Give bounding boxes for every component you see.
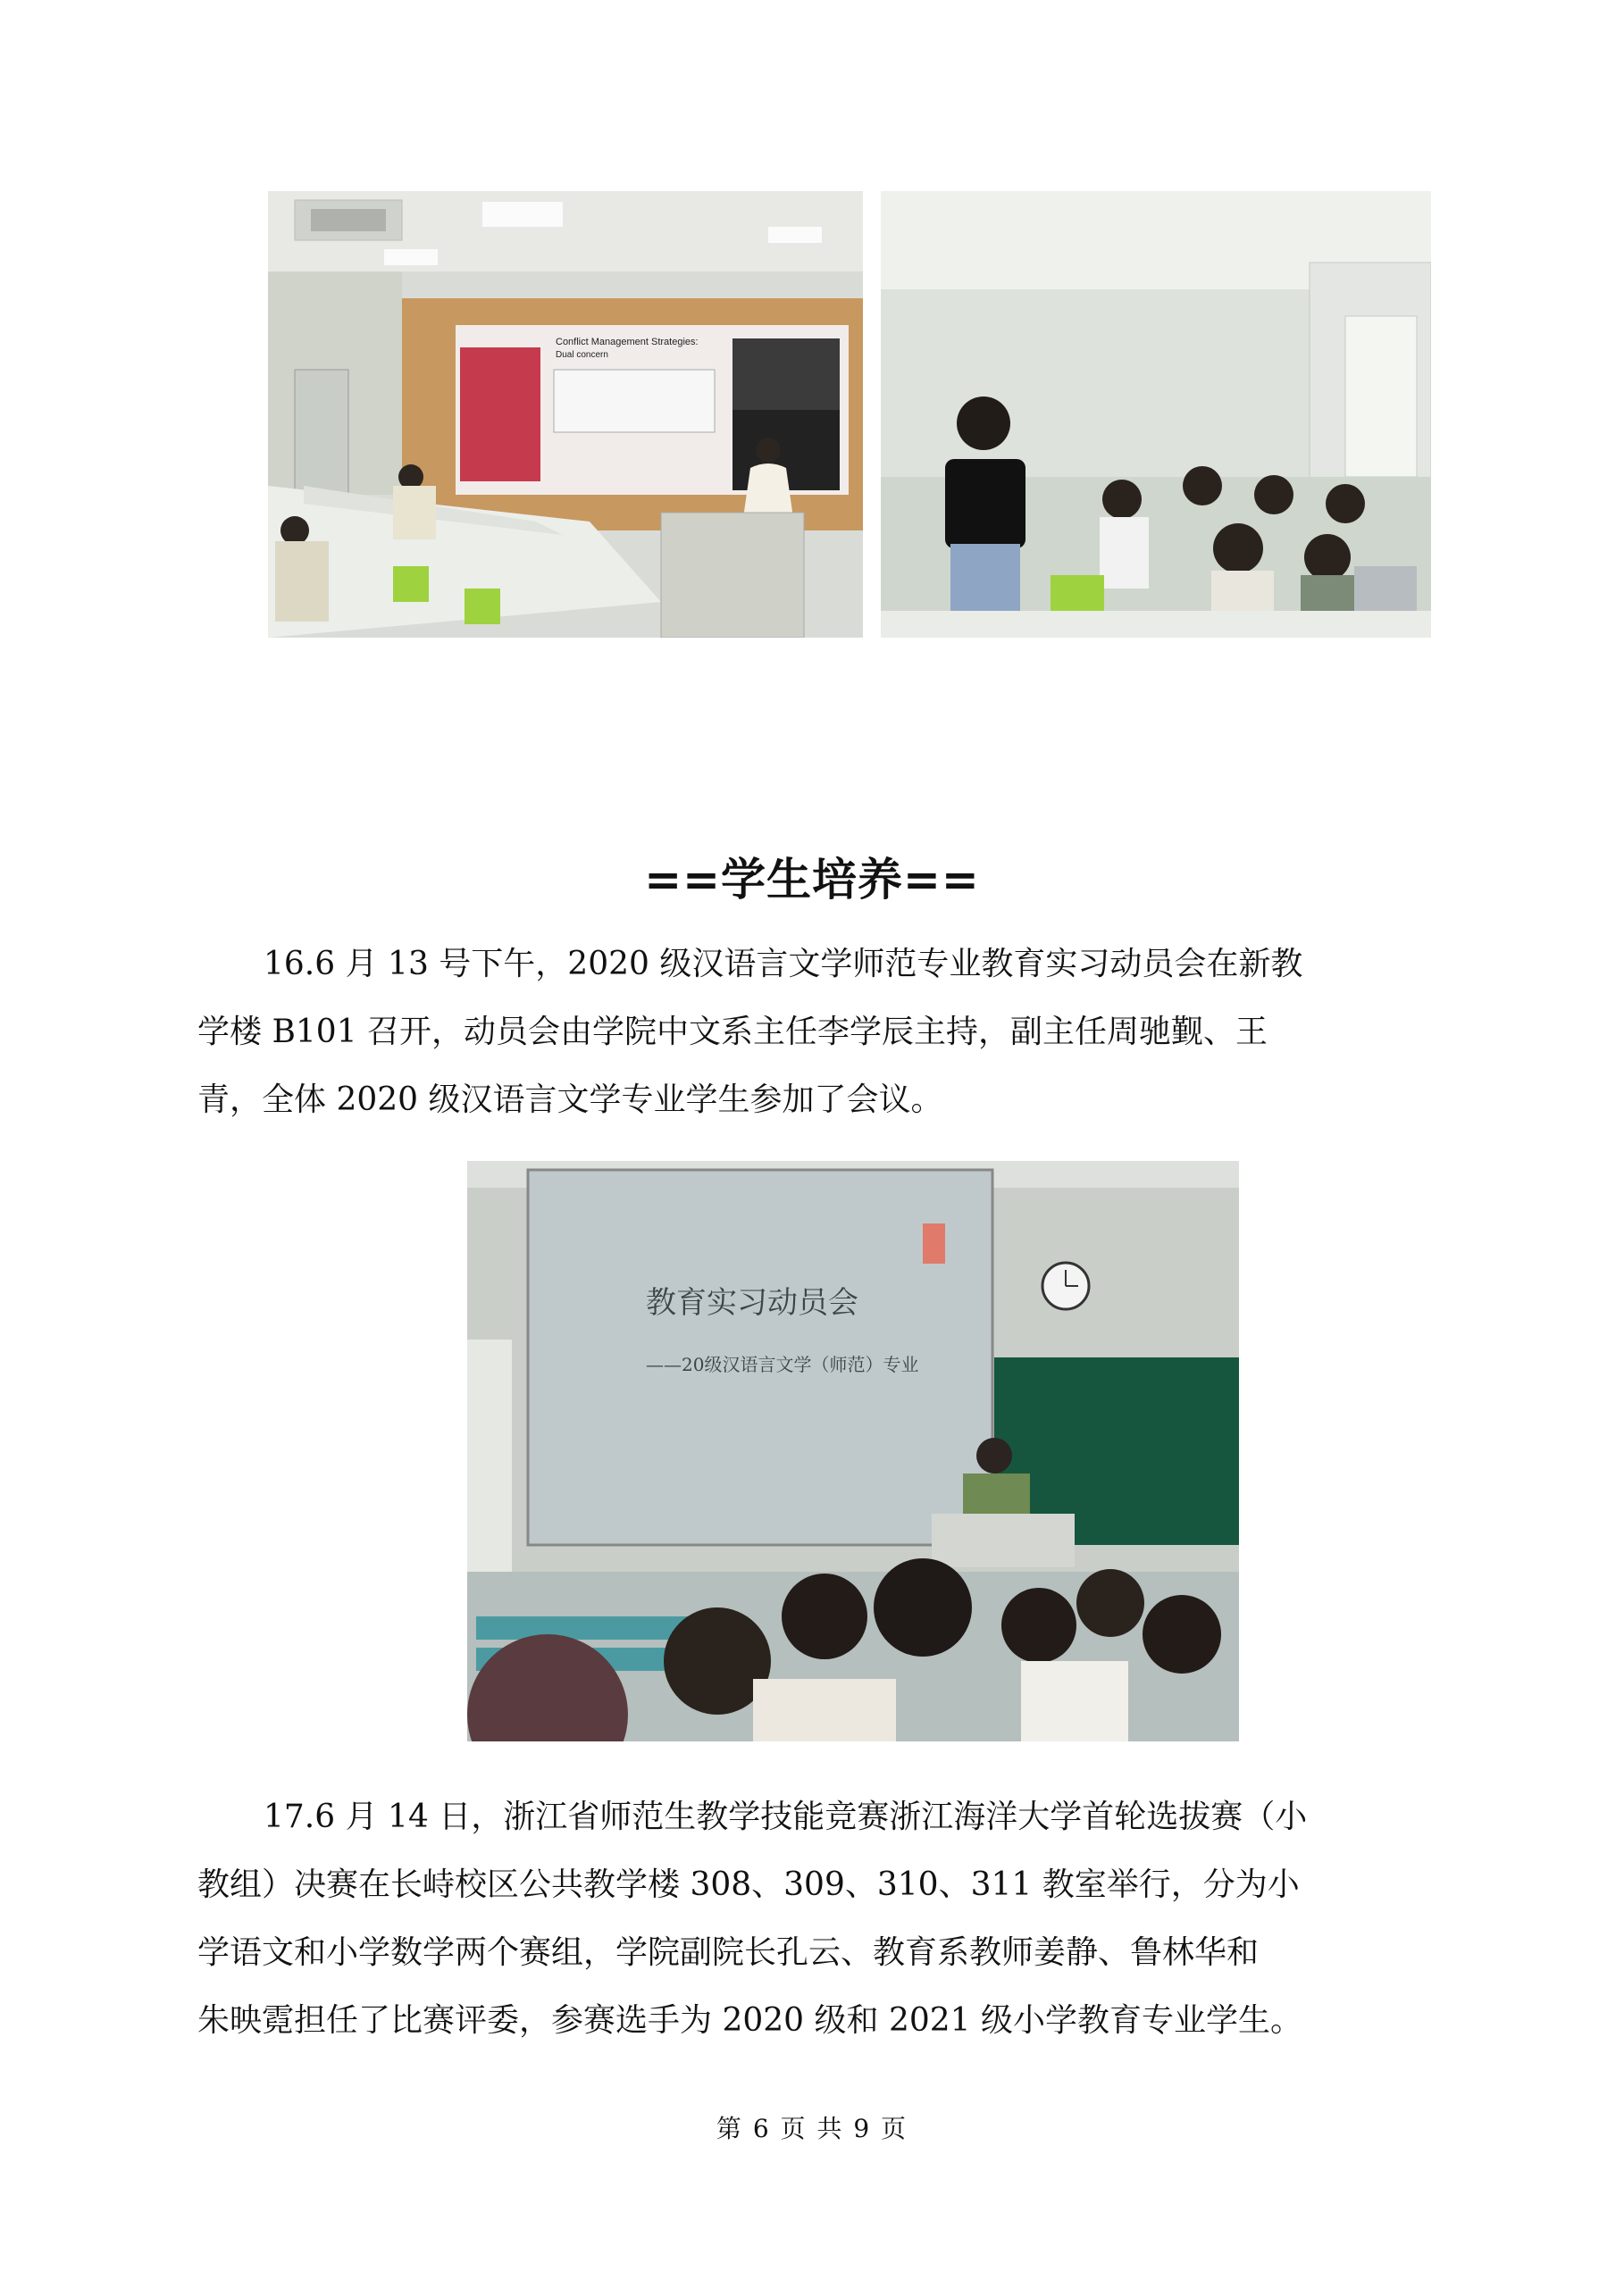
- page-footer: 第 6 页 共 9 页: [716, 2114, 908, 2143]
- meeting-slide-subtitle: ——20级汉语言文学（师范）专业: [646, 1354, 919, 1375]
- paragraph-17: [197, 1783, 1442, 2055]
- paragraph-line: 学楼 B101 召开，动员会由学院中文系主任李学辰主持，副主任周驰觐、王: [197, 1014, 1268, 1050]
- paragraph-line: 17.6 月 14 日，浙江省师范生教学技能竞赛浙江海洋大学首轮选拔赛（小: [264, 1799, 1308, 1835]
- paragraph-16: [197, 931, 1442, 1134]
- section-heading: ==学生培养==: [644, 853, 980, 906]
- meeting-slide-title: 教育实习动员会: [646, 1285, 858, 1321]
- photo-classroom-video-wall: [268, 191, 863, 638]
- photo-student-speaking: [881, 191, 1431, 638]
- paragraph-line: 朱映霓担任了比赛评委，参赛选手为 2020 级和 2021 级小学教育专业学生。: [197, 2002, 1303, 2039]
- paragraph-line: 教组）决赛在长峙校区公共教学楼 308、309、310、311 教室举行，分为小: [197, 1866, 1300, 1903]
- paragraph-line: 青，全体 2020 级汉语言文学专业学生参加了会议。: [197, 1081, 943, 1118]
- paragraph-line: 16.6 月 13 号下午，2020 级汉语言文学师范专业教育实习动员会在新教: [264, 946, 1303, 982]
- slide-subtitle-text: Dual concern: [556, 350, 608, 360]
- slide-title-text: Conflict Management Strategies:: [556, 337, 699, 347]
- paragraph-line: 学语文和小学数学两个赛组，学院副院长孔云、教育系教师姜静、鲁林华和: [197, 1934, 1260, 1971]
- photo-mobilization-meeting: [467, 1161, 1239, 1741]
